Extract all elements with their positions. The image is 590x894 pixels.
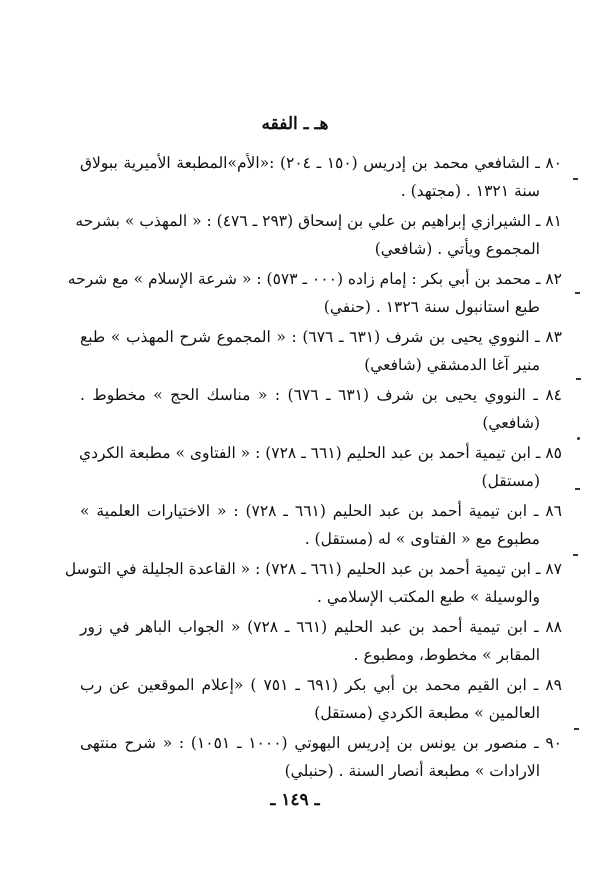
entry-line: ٨٤ ـ النووي يحيى بن شرف (٦٣١ ـ ٦٧٦) : « مناسك الحج » مخطوط . xyxy=(80,386,562,404)
entry-line: ٨٩ ـ ابن القيم محمد بن أبي بكر (٦٩١ ـ ٧٥١ ) «إعلام الموقعين عن رب xyxy=(80,676,562,694)
scan-speck xyxy=(574,728,579,730)
scan-speck xyxy=(575,292,580,294)
list-item xyxy=(67,266,562,324)
list-item xyxy=(80,324,562,382)
scan-speck xyxy=(577,437,580,440)
list-item xyxy=(80,382,562,440)
list-item xyxy=(80,672,562,730)
entry-continuation-line: طبع استانبول سنة ١٣٢٦ . (حنفي) xyxy=(323,298,540,316)
entry-continuation-line: العالمين » مطبعة الكردي (مستقل) xyxy=(314,704,540,722)
scan-speck xyxy=(573,554,578,556)
scan-speck xyxy=(573,178,578,180)
scan-speck xyxy=(575,488,580,490)
entry-line: ٨١ ـ الشيرازي إبراهيم بن علي بن إسحاق (٢٩٣ ـ ٤٧٦) : « المهذب » بشرحه xyxy=(75,212,562,230)
entry-continuation-line: المجموع ويأتي . (شافعي) xyxy=(374,240,540,258)
list-item xyxy=(75,208,562,266)
entry-line: ٨٢ ـ محمد بن أبي بكر : إمام زاده (٠٠٠ ـ ٥٧٣) : « شرعة الإسلام » مع شرحه xyxy=(67,270,562,288)
entry-continuation-line: سنة ١٣٢١ . (مجتهد) . xyxy=(400,182,540,200)
entry-line: ٩٠ ـ منصور بن يونس بن إدريس البهوتي (١٠٠٠ ـ ١٠٥١) : « شرح منتهى xyxy=(80,734,562,752)
entry-continuation-line: (مستقل) xyxy=(481,472,540,490)
list-item xyxy=(80,614,562,672)
list-item xyxy=(80,150,562,208)
entry-continuation-line: منير آغا الدمشقي (شافعي) xyxy=(364,356,540,374)
scan-speck xyxy=(576,378,581,380)
list-item xyxy=(80,730,562,788)
section-heading: هـ ـ الفقه xyxy=(261,114,329,134)
entry-continuation-line: والوسيلة » طبع المكتب الإسلامي . xyxy=(317,588,540,606)
page-number: ـ ١٤٩ ـ xyxy=(270,790,320,810)
entry-line: ٨٣ ـ النووي يحيى بن شرف (٦٣١ ـ ٦٧٦) : « المجموع شرح المهذب » طبع xyxy=(80,328,562,346)
entry-continuation-line: (شافعي) xyxy=(482,414,540,432)
list-item xyxy=(64,556,562,614)
bibliography-list xyxy=(64,150,562,788)
entry-continuation-line: مطبوع مع « الفتاوى » له (مستقل) . xyxy=(304,530,540,548)
list-item xyxy=(80,498,562,556)
entry-line: ٨٨ ـ ابن تيمية أحمد بن عبد الحليم (٦٦١ ـ ٧٢٨) « الجواب الباهر في زور xyxy=(80,618,562,636)
entry-line: ٨٥ ـ ابن تيمية أحمد بن عبد الحليم (٦٦١ ـ ٧٢٨) : « الفتاوى » مطبعة الكردي xyxy=(78,444,562,462)
list-item xyxy=(80,440,562,498)
entry-continuation-line: المقابر » مخطوط، ومطبوع . xyxy=(353,646,540,664)
entry-line: ٨٠ ـ الشافعي محمد بن إدريس (١٥٠ ـ ٢٠٤) :«الأم»المطبعة الأميرية ببولاق xyxy=(80,154,562,172)
entry-continuation-line: الارادات » مطبعة أنصار السنة . (حنبلي) xyxy=(284,762,540,780)
entry-line: ٨٧ ـ ابن تيمية أحمد بن عبد الحليم (٦٦١ ـ ٧٢٨) : « القاعدة الجليلة في التوسل xyxy=(64,560,562,578)
entry-line: ٨٦ ـ ابن تيمية أحمد بن عبد الحليم (٦٦١ ـ ٧٢٨) : « الاختيارات العلمية » xyxy=(80,502,562,520)
